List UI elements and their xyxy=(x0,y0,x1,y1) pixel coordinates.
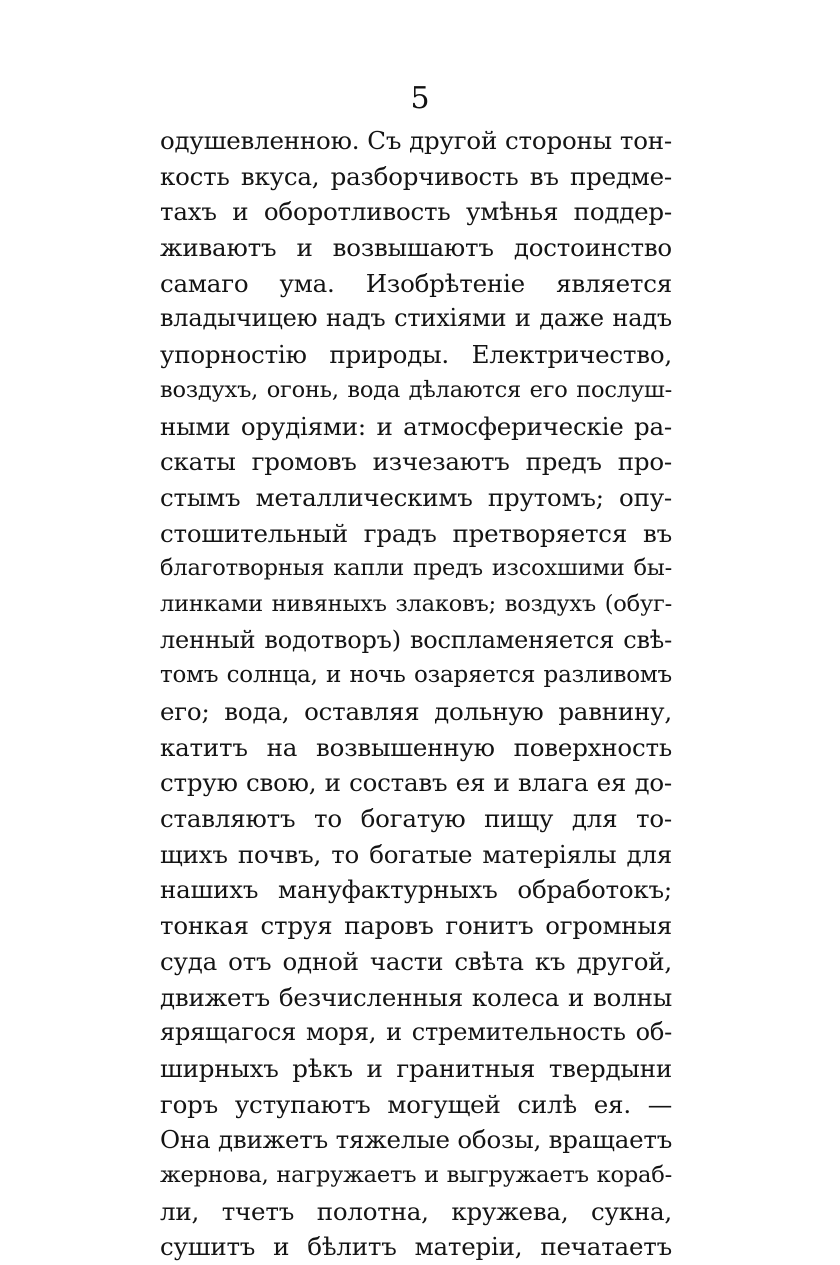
text-line: скаты громовъ изчезаютъ предъ про- xyxy=(160,447,672,477)
text-line: самаго ума. Изобрѣтеніе является xyxy=(160,268,672,298)
text-line: тонкая струя паровъ гонитъ огромныя xyxy=(160,911,672,941)
page-number: 5 xyxy=(410,81,430,116)
text-line: его; вода, оставляя дольную равнину, xyxy=(160,697,672,726)
text-line: линками нивяныхъ злаковъ; воздухъ (обуг- xyxy=(160,590,672,617)
text-line: катитъ на возвышенную поверхность xyxy=(160,732,672,762)
text-line: кость вкуса, разборчивость въ предме- xyxy=(160,161,672,191)
text-line: живаютъ и возвышаютъ достоинство xyxy=(160,233,672,263)
text-line: нашихъ мануфактурныхъ обработокъ; xyxy=(160,875,672,905)
text-line: тахъ и оборотливость умѣнья поддер- xyxy=(160,197,672,227)
text-line: горъ уступаютъ могущей силѣ ея. — xyxy=(160,1089,672,1119)
body-text xyxy=(160,123,672,1265)
text-line: воздухъ, огонь, вода дѣлаются его послуш- xyxy=(160,376,672,403)
text-line: одушевленною. Съ другой стороны тон- xyxy=(160,126,672,155)
text-line: щихъ почвъ, то богатые матеріялы для xyxy=(160,839,672,869)
text-line: стымъ металлическимъ прутомъ; опу- xyxy=(160,482,672,512)
text-line: томъ солнца, и ночь озаряется разливомъ xyxy=(160,662,672,689)
text-line: ными орудіями: и атмосферическіе ра- xyxy=(160,411,672,441)
text-line: струю свою, и составъ ея и влага ея до- xyxy=(160,768,672,798)
text-line: упорностію природы. Електричество, xyxy=(160,340,672,370)
text-line: сушитъ и бѣлитъ матеріи, печатаетъ xyxy=(160,1232,672,1262)
text-line: ли, тчетъ полотна, кружева, сукна, xyxy=(160,1196,672,1226)
text-line: ширныхъ рѣкъ и гранитныя твердыни xyxy=(160,1053,672,1083)
text-line: благотворныя капли предъ изсохшими бы- xyxy=(160,555,672,582)
text-line: ярящагося моря, и стремительность об- xyxy=(160,1018,672,1047)
text-line: жернова, нагружаетъ и выгружаетъ кораб- xyxy=(160,1161,672,1188)
text-line: Она движетъ тяжелые обозы, вращаетъ xyxy=(160,1125,673,1155)
text-line: стошительный градъ претворяется въ xyxy=(160,518,672,548)
text-line: суда отъ одной части свѣта къ другой, xyxy=(160,946,672,976)
text-line: владычицею надъ стихіями и даже надъ xyxy=(160,304,672,333)
text-line: ставляютъ то богатую пищу для то- xyxy=(160,804,672,834)
text-line: ленный водотворъ) воспламеняется свѣ- xyxy=(160,625,672,654)
text-line: движетъ безчисленныя колеса и волны xyxy=(160,982,672,1012)
